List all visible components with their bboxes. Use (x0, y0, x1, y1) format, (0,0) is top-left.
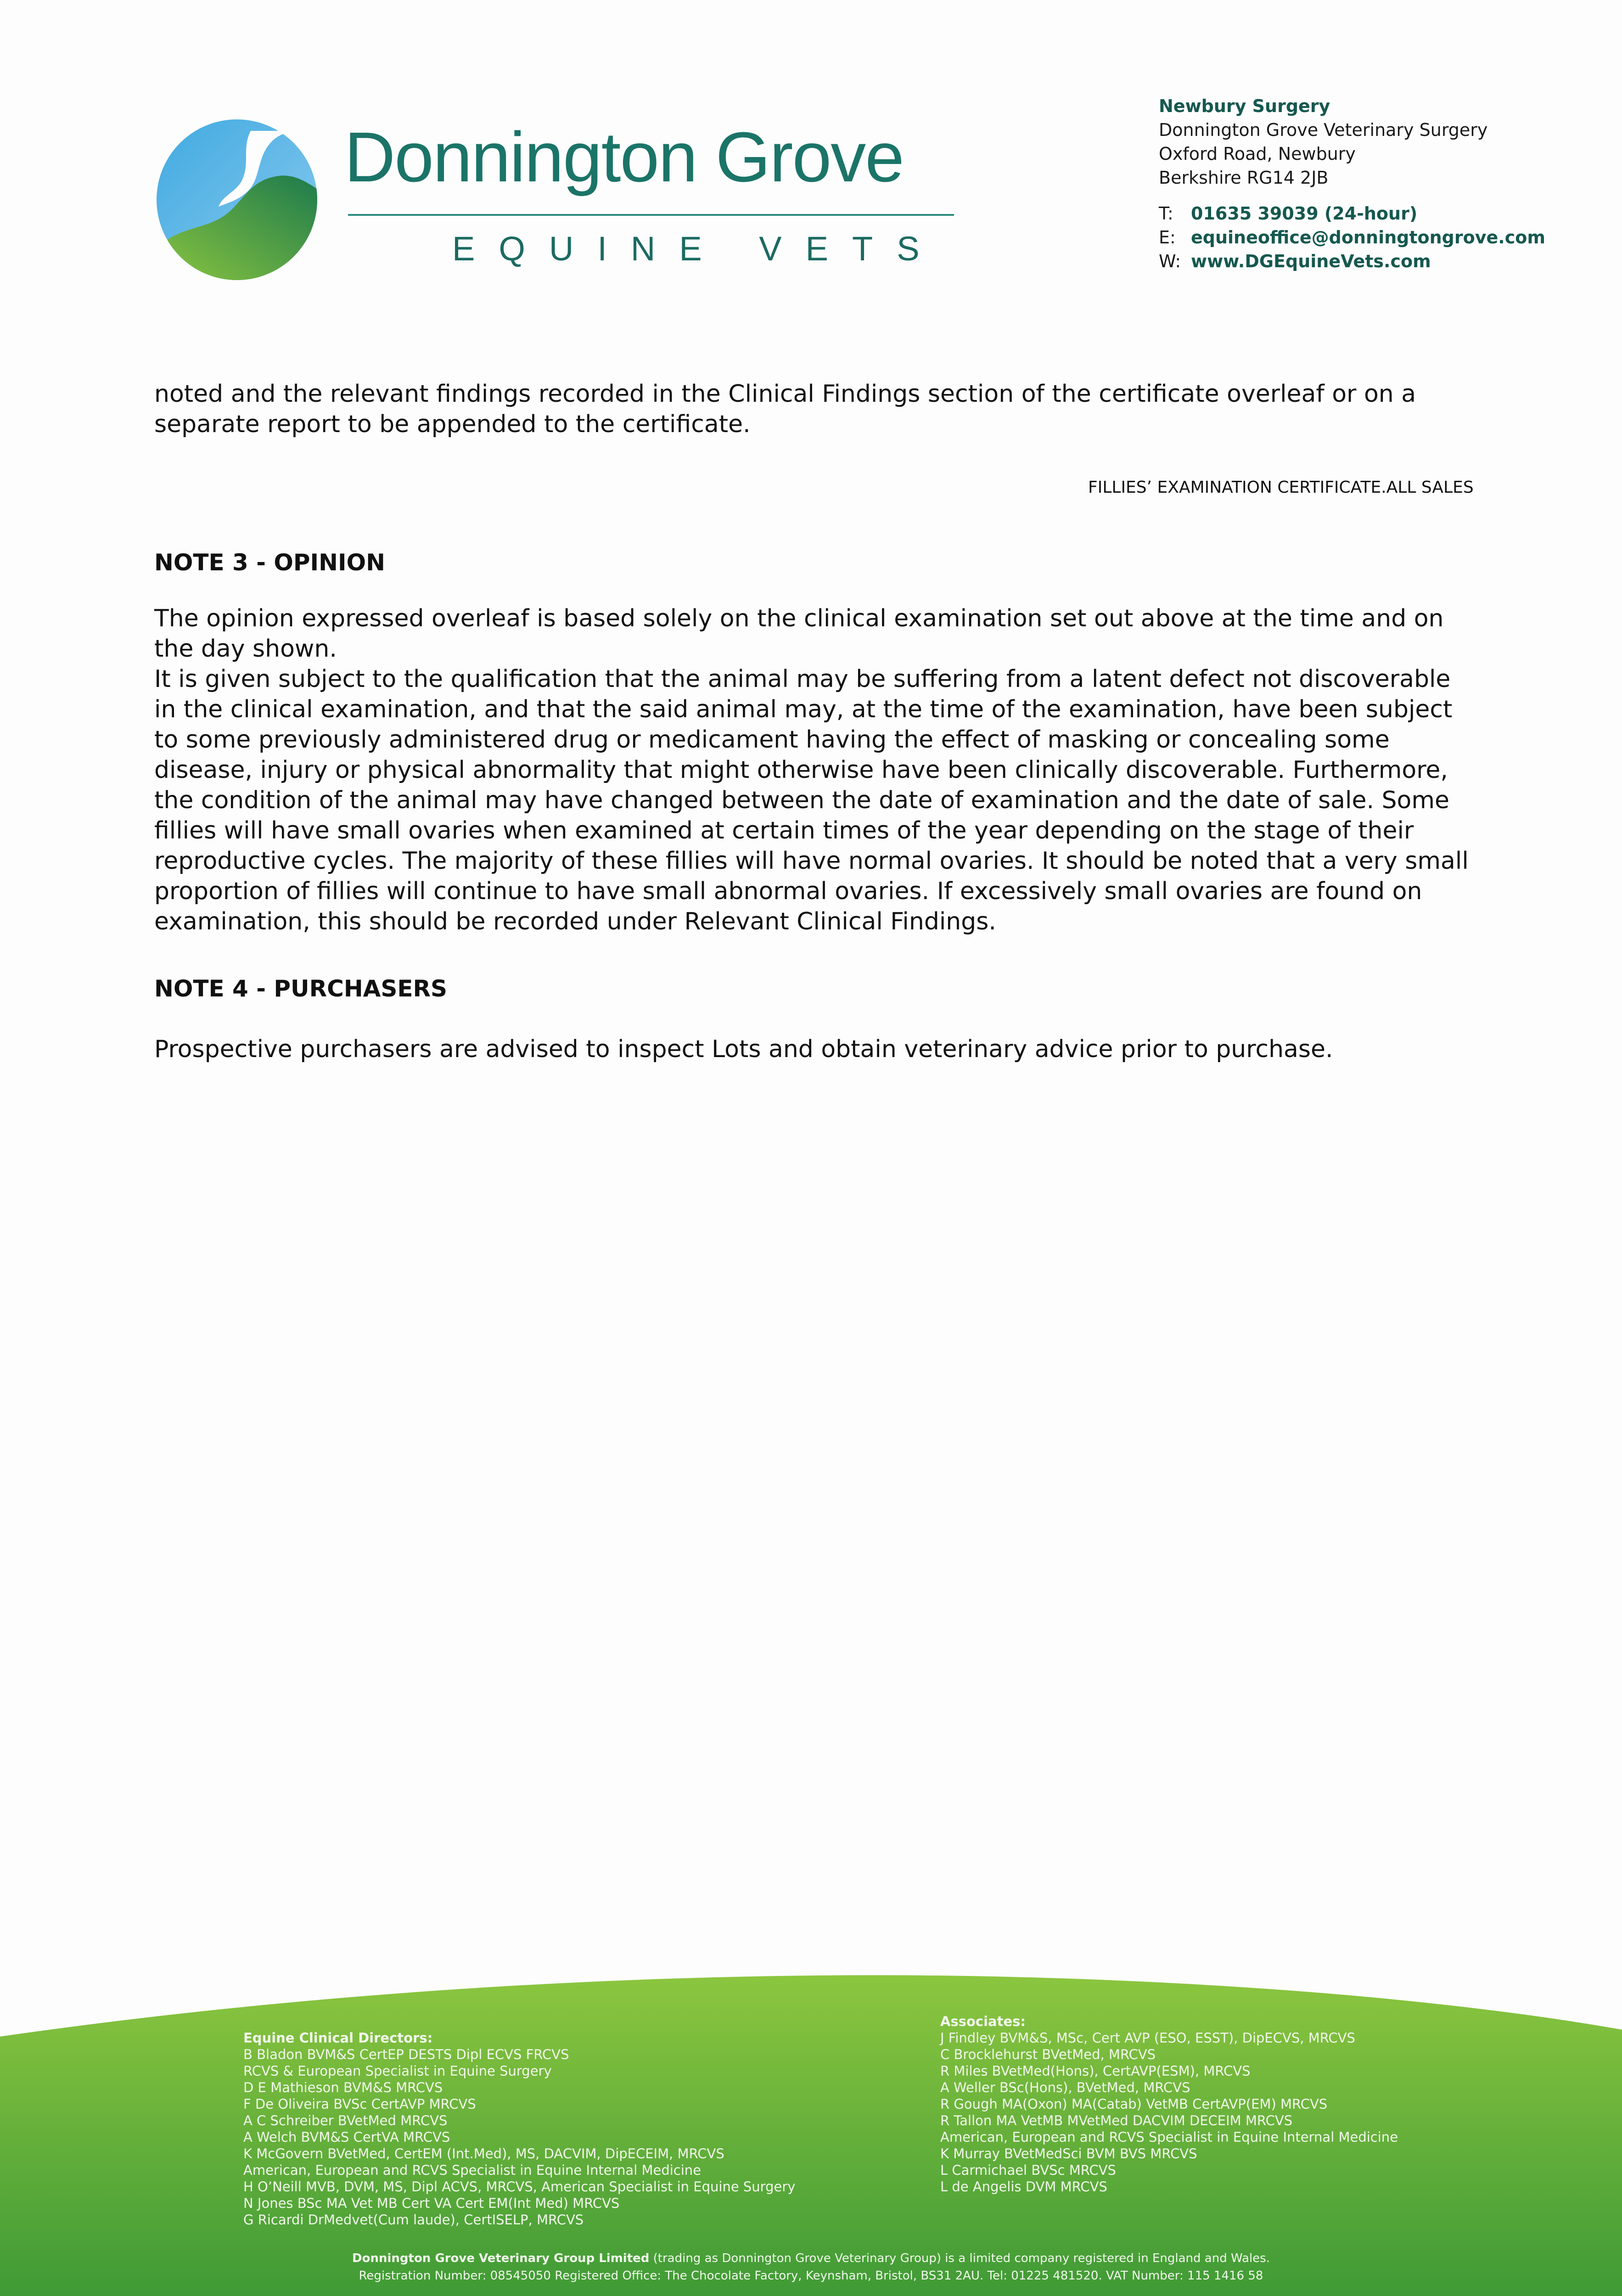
director-line: K McGovern BVetMed, CertEM (Int.Med), MS, DACVIM, DipECEIM, MRCVS (243, 2146, 724, 2161)
associate-line: L de Angelis DVM MRCVS (940, 2179, 1107, 2195)
director-line: G Ricardi DrMedvet(Cum laude), CertISELP, MRCVS (243, 2212, 584, 2228)
associate-line: A Weller BSc(Hons), BVetMed, MRCVS (940, 2080, 1190, 2095)
legal-company: Donnington Grove Veterinary Group Limited (352, 2251, 650, 2265)
brand-name: Donnington Grove (344, 118, 904, 197)
intro-paragraph: noted and the relevant findings recorded in the Clinical Findings section of the certificate overleaf or on a separate report to be appended to the certificate. (154, 380, 1416, 438)
associate-line: R Miles BVetMed(Hons), CertAVP(ESM), MRCVS (940, 2063, 1251, 2079)
email-link[interactable]: equineoffice@donningtongrove.com (1191, 227, 1545, 248)
associate-line: R Tallon MA VetMB MVetMed DACVIM DECEIM MRCVS (940, 2113, 1293, 2128)
director-line: D E Mathieson BVM&S MRCVS (243, 2080, 443, 2095)
email-label: E: (1159, 227, 1176, 248)
directors-list (243, 2030, 795, 2228)
website-link[interactable]: www.DGEquineVets.com (1191, 251, 1431, 271)
director-line: B Bladon BVM&S CertEP DESTS Dipl ECVS FRCVS (243, 2047, 569, 2062)
brand-subtitle: EQUINE VETS (452, 230, 943, 268)
address-line: Donnington Grove Veterinary Surgery (1159, 120, 1488, 140)
associate-line: J Findley BVM&S, MSc, Cert AVP (ESO, ESST), DipECVS, MRCVS (940, 2030, 1355, 2046)
director-line: RCVS & European Specialist in Equine Surgery (243, 2063, 552, 2079)
document-body (154, 379, 1476, 1064)
associate-line: L Carmichael BVSc MRCVS (940, 2162, 1116, 2178)
associates-heading: Associates: (940, 2014, 1026, 2029)
footer (0, 1965, 1622, 2296)
associate-line: American, European and RCVS Specialist in Equine Internal Medicine (940, 2129, 1398, 2145)
logo-icon (154, 117, 320, 282)
note3-paragraph-1: The opinion expressed overleaf is based solely on the clinical examination set out above at the time and on the day shown. (154, 605, 1444, 663)
web-row (1159, 249, 1563, 273)
director-line: F De Oliveira BVSc CertAVP MRCVS (243, 2096, 476, 2112)
note4-heading: NOTE 4 - PURCHASERS (154, 975, 448, 1002)
phone-number[interactable]: 01635 39039 (24-hour) (1191, 203, 1418, 224)
director-line: American, European and RCVS Specialist in Equine Internal Medicine (243, 2162, 702, 2178)
legal-line-1-text: (trading as Donnington Grove Veterinary Group) is a limited company registered in England and Wales. (649, 2251, 1270, 2265)
director-line: N Jones BSc MA Vet MB Cert VA Cert EM(Int Med) MRCVS (243, 2195, 620, 2211)
address-line: Berkshire RG14 2JB (1159, 168, 1329, 188)
legal-line-1 (0, 2249, 1622, 2268)
note3-heading: NOTE 3 - OPINION (154, 549, 385, 576)
certificate-reference: FILLIES’ EXAMINATION CERTIFICATE.ALL SALES (1088, 478, 1474, 497)
associates-list (940, 2013, 1398, 2195)
note3-paragraph-2: It is given subject to the qualification that the animal may be suffering from a latent defect not discoverable in the clinical examination, and that the said animal may, at the time of the examination, have been subject to some previously administered drug or medicament having the effect of masking or concealing some disease, injury or physical abnormality that might otherwise have been clinically discoverable. Furthermore, the condition of the animal may have changed between the date of examination and the date of sale. Some fillies will have small ovaries when examined at certain times of the year depending on the stage of their reproductive cycles. The majority of these fillies will have normal ovaries. It should be noted that a very small proportion of fillies will continue to have small abnormal ovaries. If excessively small ovaries are found on examination, this should be recorded under Relevant Clinical Findings. (154, 665, 1469, 935)
phone-row (1159, 202, 1563, 225)
director-line: A C Schreiber BVetMed MRCVS (243, 2113, 448, 2128)
address-line: Oxford Road, Newbury (1159, 144, 1356, 164)
associate-line: C Brocklehurst BVetMed, MRCVS (940, 2047, 1156, 2062)
phone-label: T: (1159, 203, 1173, 224)
surgery-name: Newbury Surgery (1159, 96, 1330, 116)
email-row (1159, 225, 1563, 249)
directors-heading: Equine Clinical Directors: (243, 2030, 433, 2046)
note4-paragraph: Prospective purchasers are advised to inspect Lots and obtain veterinary advice prior to purchase. (154, 1035, 1333, 1063)
contact-block (1159, 94, 1563, 273)
legal-line-2: Registration Number: 08545050 Registered Office: The Chocolate Factory, Keynsham, Bristol, BS31 2AU. Tel: 01225 481520. VAT Number: 115 1416 58 (359, 2269, 1263, 2283)
web-label: W: (1159, 251, 1181, 271)
associate-line: K Murray BVetMedSci BVM BVS MRCVS (940, 2146, 1197, 2161)
director-line: H O’Neill MVB, DVM, MS, Dipl ACVS, MRCVS, American Specialist in Equine Surgery (243, 2179, 796, 2195)
brand-divider (348, 214, 954, 216)
associate-line: R Gough MA(Oxon) MA(Catab) VetMB CertAVP(EM) MRCVS (940, 2096, 1328, 2112)
director-line: A Welch BVM&S CertVA MRCVS (243, 2129, 450, 2145)
